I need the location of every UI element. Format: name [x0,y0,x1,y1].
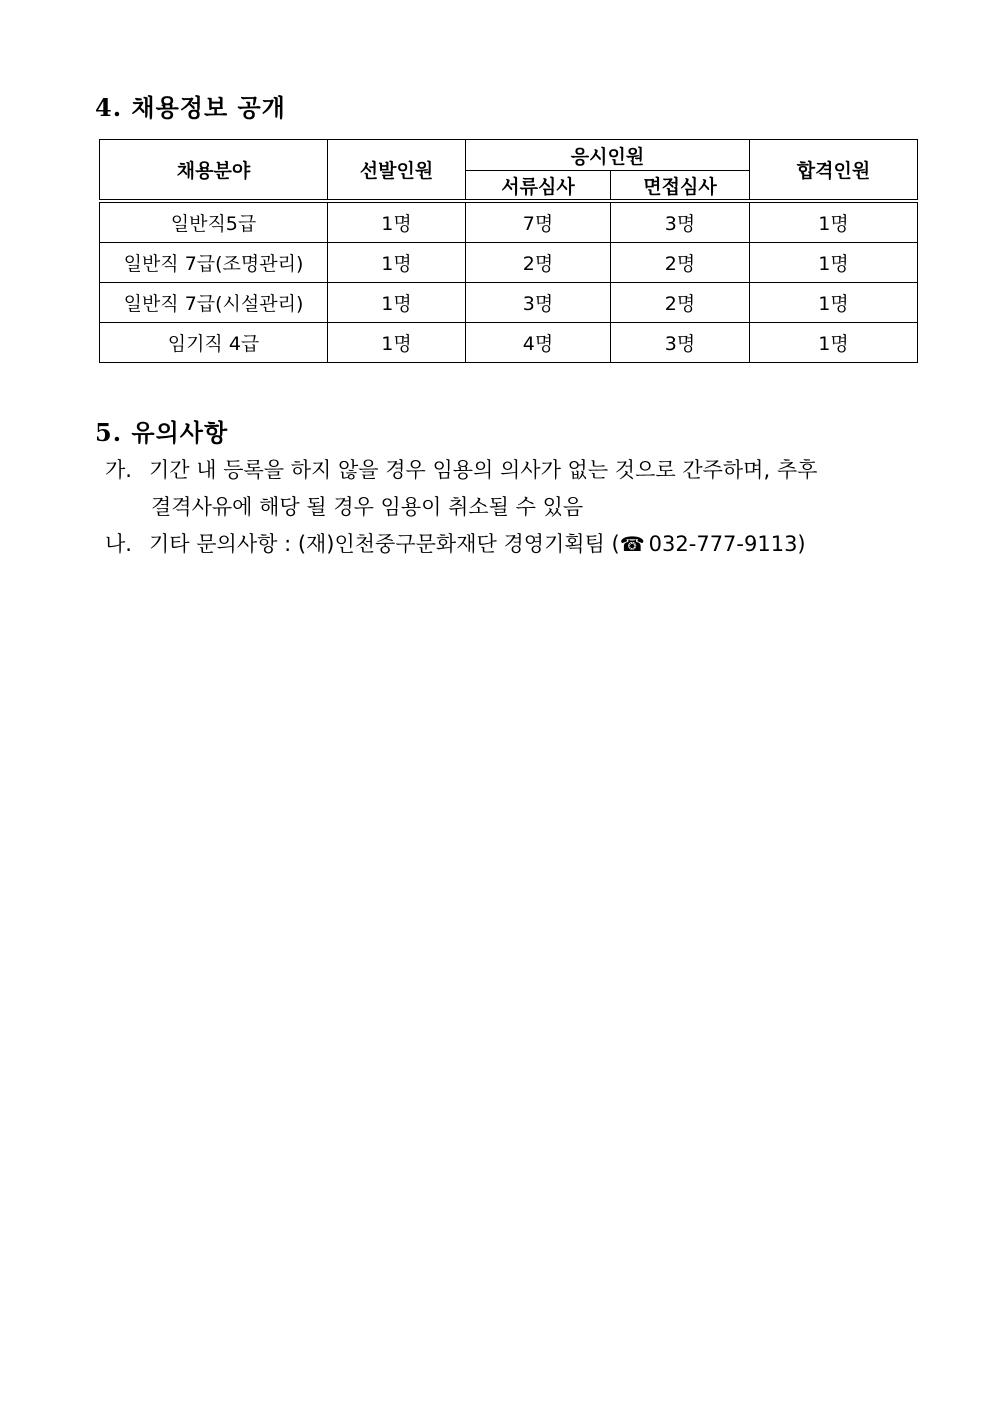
table-row [100,323,918,363]
note-marker: 가. [105,458,132,482]
header-field: 채용분야 [100,140,328,202]
section-4-title: 4. 채용정보 공개 [95,93,286,122]
notes-list [105,452,925,563]
cell-doc-review: 7명 [466,201,611,243]
phone-icon: ☎ [619,532,645,556]
cell-doc-review: 4명 [466,323,611,363]
table-row [100,201,918,243]
cell-field: 임기직 4급 [100,323,328,363]
header-selected: 선발인원 [328,140,466,202]
note-line-1: 기간 내 등록을 하지 않을 경우 임용의 의사가 없는 것으로 간주하며, 추후 [149,458,818,482]
cell-field: 일반직 7급(조명관리) [100,243,328,283]
list-item [105,526,925,563]
cell-selected: 1명 [328,283,466,323]
section-5-title: 5. 유의사항 [95,418,229,447]
note-text [149,452,925,526]
header-doc-review: 서류심사 [466,171,611,202]
header-passed: 합격인원 [750,140,918,202]
cell-passed: 1명 [750,243,918,283]
list-item [105,452,925,526]
cell-doc-review: 2명 [466,243,611,283]
cell-interview: 2명 [611,243,750,283]
cell-field: 일반직 7급(시설관리) [100,283,328,323]
table-row [100,243,918,283]
cell-selected: 1명 [328,201,466,243]
note-text [149,526,925,563]
contact-text: 기타 문의사항 : (재)인천중구문화재단 경영기획팀 ( [149,532,620,556]
recruitment-table [99,139,918,363]
header-applicants: 응시인원 [466,140,750,171]
cell-passed: 1명 [750,201,918,243]
cell-selected: 1명 [328,323,466,363]
cell-interview: 3명 [611,323,750,363]
cell-doc-review: 3명 [466,283,611,323]
cell-interview: 2명 [611,283,750,323]
cell-passed: 1명 [750,283,918,323]
note-marker: 나. [105,532,132,556]
table-row [100,283,918,323]
header-interview: 면접심사 [611,171,750,202]
cell-passed: 1명 [750,323,918,363]
cell-field: 일반직5급 [100,201,328,243]
phone-number: 032-777-9113) [648,532,806,556]
cell-interview: 3명 [611,201,750,243]
note-line-2: 결격사유에 해당 될 경우 임용이 취소될 수 있음 [151,495,584,519]
cell-selected: 1명 [328,243,466,283]
